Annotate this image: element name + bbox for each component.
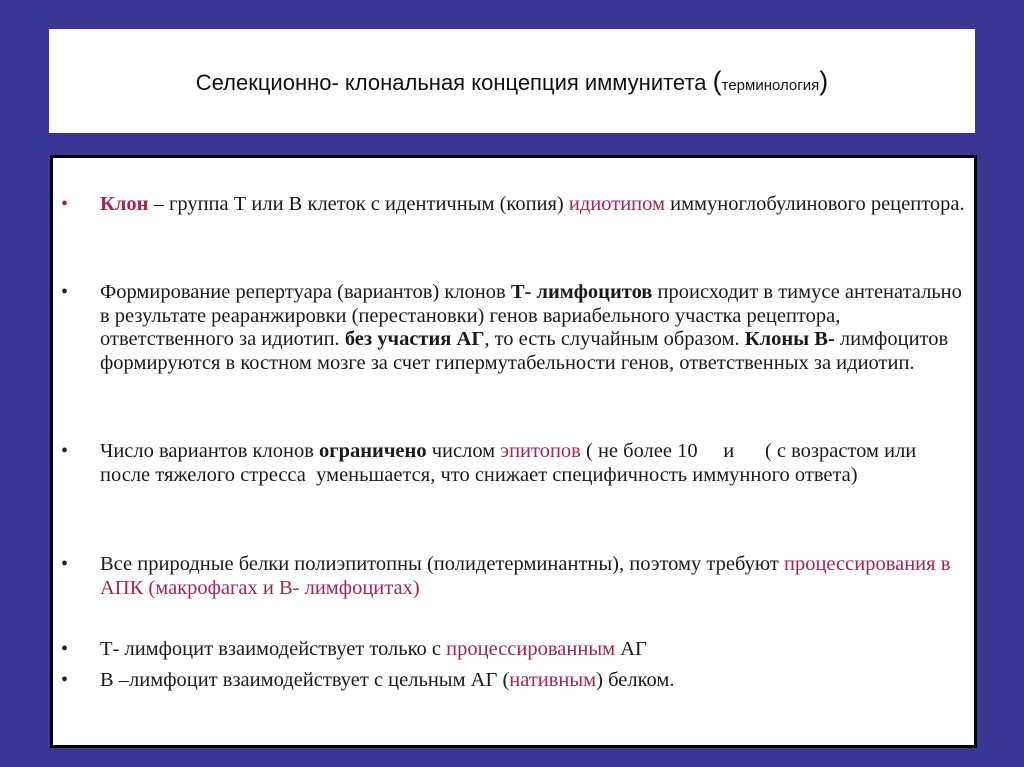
- item-6-text-1: В –лимфоцит взаимодействует с цельным АГ (: [100, 669, 510, 691]
- item-2-bold-2: без участия АГ: [344, 328, 485, 350]
- title-subtitle: терминология: [721, 76, 820, 94]
- term-native: нативным: [509, 669, 597, 691]
- item-2-text-4: лимфоцитов формируются в костном мозге за счет гипермутабельности генов, ответственных за идиотип.: [100, 328, 949, 374]
- title-open-paren: (: [712, 65, 722, 96]
- item-3-bold-1: ограничено: [319, 440, 427, 462]
- slide-title: [196, 66, 829, 97]
- item-3-text-1: Число вариантов клонов: [100, 440, 320, 462]
- term-processed: процессированным: [446, 638, 616, 660]
- item-5-text-2: АГ: [615, 638, 647, 660]
- item-3-text-2: числом: [426, 440, 501, 462]
- content-box: [50, 155, 977, 748]
- term-epitopes: эпитопов: [500, 440, 581, 462]
- item-1-text-1: – группа Т или В клеток с идентичным (копия): [148, 193, 569, 215]
- bullet-4: •: [61, 553, 69, 575]
- title-box: [49, 29, 975, 133]
- item-6-text-2: ) белком.: [596, 669, 675, 691]
- item-2-text-3: , то есть случайным образом.: [484, 328, 745, 350]
- item-2-text-2: происходит в тимусе антенатально в результате реаранжировки (перестановки) генов вариабельного участка рецептора, ответственного за идиотип.: [100, 281, 962, 350]
- title-close-paren: ): [819, 65, 829, 96]
- bullet-2: •: [61, 281, 69, 303]
- list-item-repertoire: [100, 281, 970, 375]
- item-5-text-1: Т- лимфоцит взаимодействует только с: [100, 638, 447, 660]
- term-clone: Клон: [100, 193, 149, 215]
- item-2-bold-3: Клоны В-: [744, 328, 835, 350]
- item-3-text-3: ( не более 10 и ( с возрастом или после тяжелого стресса уменьшается, что снижает специфичность иммунного ответа): [100, 440, 922, 486]
- bullet-5: •: [61, 638, 69, 660]
- term-processing: процессирования в АПК (макрофагах и В- лимфоцитах): [100, 553, 951, 599]
- list-item-t-lymphocyte: [100, 638, 970, 662]
- item-4-text-1: Все природные белки полиэпитопны (полидетерминантны), поэтому требуют: [100, 553, 784, 575]
- term-idiotype: идиотипом: [568, 193, 665, 215]
- list-item-clone: [100, 193, 970, 217]
- title-main: Селекционно- клональная концепция иммунитета: [195, 69, 713, 95]
- bullet-1: •: [61, 193, 69, 215]
- list-item-b-lymphocyte: [100, 669, 970, 693]
- bullet-6: •: [61, 669, 69, 691]
- list-item-proteins: [100, 553, 970, 600]
- item-2-text-1: Формирование репертуара (вариантов) клонов: [100, 281, 511, 303]
- item-1-text-2: иммуноглобулинового рецептора.: [664, 193, 965, 215]
- bullet-3: •: [61, 440, 69, 462]
- item-2-bold-1: Т- лимфоцитов: [510, 281, 653, 303]
- list-item-variants: [100, 440, 970, 487]
